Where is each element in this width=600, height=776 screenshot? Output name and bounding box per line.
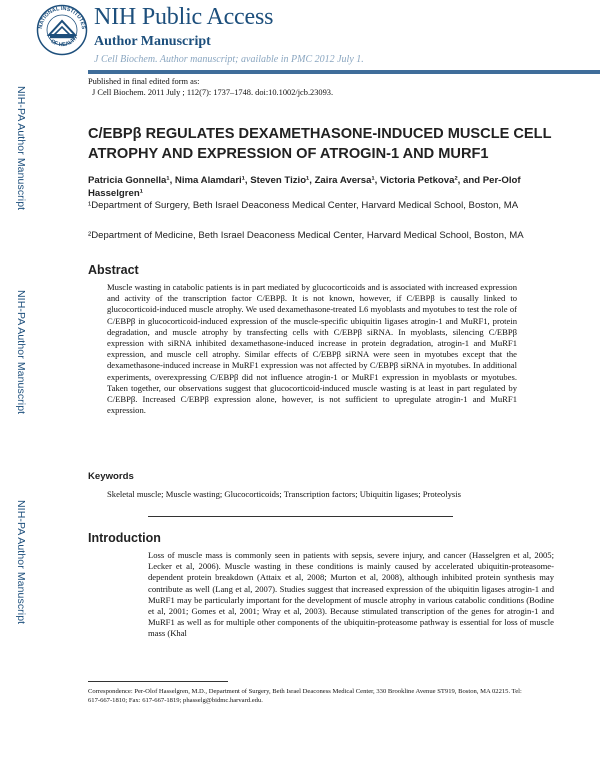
header-rule [88, 70, 600, 74]
keywords-text: Skeletal muscle; Muscle wasting; Glucocorticoids; Transcription factors; Ubiquitin ligases; Proteolysis [107, 489, 461, 499]
header-title: NIH Public Access [94, 4, 274, 30]
paper-authors: Patricia Gonnella¹, Nima Alamdari¹, Steven Tizio¹, Zaira Aversa¹, Victoria Petkova², and Per-Olof Hasselgren¹ [88, 175, 521, 199]
side-label-1: NIH-PA Author Manuscript [15, 86, 27, 211]
keywords-heading: Keywords [88, 471, 134, 482]
side-label-2: NIH-PA Author Manuscript [15, 290, 27, 415]
affiliation-1: ¹Department of Surgery, Beth Israel Deaconess Medical Center, Harvard Medical School, Boston, MA [88, 200, 519, 211]
correspondence-footnote: Correspondence: Per-Olof Hasselgren, M.D., Department of Surgery, Beth Israel Deaconess Medical Center, 330 Brookline Avenue ST919, Boston, MA 02215. Tel: 617-667-1810; Fax: 617-667-1819; phasselg@bidmc.harvard.edu. [88, 688, 522, 704]
paper-title: C/EBPβ REGULATES DEXAMETHASONE-INDUCED MUSCLE CELL ATROPHY AND EXPRESSION OF ATROGIN-1 AND MURF1 [88, 126, 552, 162]
abstract-text: Muscle wasting in catabolic patients is in part mediated by glucocorticoids and is associated with increased expression and activity of the transcription factor C/EBPβ. It is not known, however, if C/EBPβ is causally linked to glucocorticoid-induced muscle atrophy. We used dexamethasone-treated L6 myoblasts and myotubes to test the role of C/EBPβ in glucocorticoid-induced expression of the muscle-specific ubiquitin ligases atrogin-1 and MuRF1, protein degradation, and muscle atrophy by transfecting cells with C/EBPβ siRNA. In myoblasts, silencing C/EBPβ expression with siRNA inhibited dexamethasone-induced increase in protein degradation, atrogin-1 and MuRF1 expression, and muscle cell atrophy. Similar effects of C/EBPβ siRNA were seen in myotubes except that the dexamethasone-induced increase in MuRF1 expression was not affected by C/EBPβ siRNA in myotubes. In additional experiments, overexpressing C/EBPβ did not influence atrogin-1 or MuRF1 expression in myoblasts or myotubes. Taken together, our observations suggest that glucocorticoid-induced muscle wasting is at least in part regulated by C/EBPβ. Increased C/EBPβ expression alone, however, is not sufficient to upregulate atrogin-1 and MuRF1 expression. [107, 282, 517, 416]
affiliation-2: ²Department of Medicine, Beth Israel Deaconess Medical Center, Harvard Medical School, Boston, MA [88, 230, 524, 241]
svg-text:OF HEALTH: OF HEALTH [49, 35, 79, 49]
header-subtitle: Author Manuscript [94, 34, 211, 49]
introduction-text: Loss of muscle mass is commonly seen in patients with sepsis, severe injury, and cancer (Hasselgren et al, 2005; Lecker et al, 2006). Muscle wasting in these conditions is mainly caused by accelerated ubiquitin-proteasome-dependent protein breakdown (Attaix et al, 2008; Murton et al, 2008), although inhibited protein synthesis may contribute as well (Lang et al, 2007). Studies suggest that increased expression of the ubiquitin ligases atrogin-1 and MuRF1 may be particularly important for the development of muscle atrophy in various catabolic conditions (Bodine et al, 2001; Gomes et al, 2001; Wray et al, 2003). Because stimulated transcription of the genes for atrogin-1 and MuRF1 as well as for multiple other components of the ubiquitin-proteasome pathway is essential for loss of muscle mass (Khal [148, 550, 554, 639]
publication-label: Published in final edited form as: [88, 77, 200, 86]
publication-citation: J Cell Biochem. 2011 July ; 112(7): 1737–1748. doi:10.1002/jcb.23093. [92, 87, 334, 97]
introduction-heading: Introduction [88, 531, 161, 545]
side-label-3: NIH-PA Author Manuscript [15, 500, 27, 625]
abstract-heading: Abstract [88, 263, 139, 277]
header-availability: J Cell Biochem. Author manuscript; available in PMC 2012 July 1. [94, 54, 364, 65]
section-divider [148, 516, 453, 517]
nih-seal-logo [36, 4, 88, 56]
svg-text:NATIONAL INSTITUTES: NATIONAL INSTITUTES [37, 5, 87, 30]
footnote-rule [88, 681, 228, 682]
publication-info [88, 77, 333, 98]
